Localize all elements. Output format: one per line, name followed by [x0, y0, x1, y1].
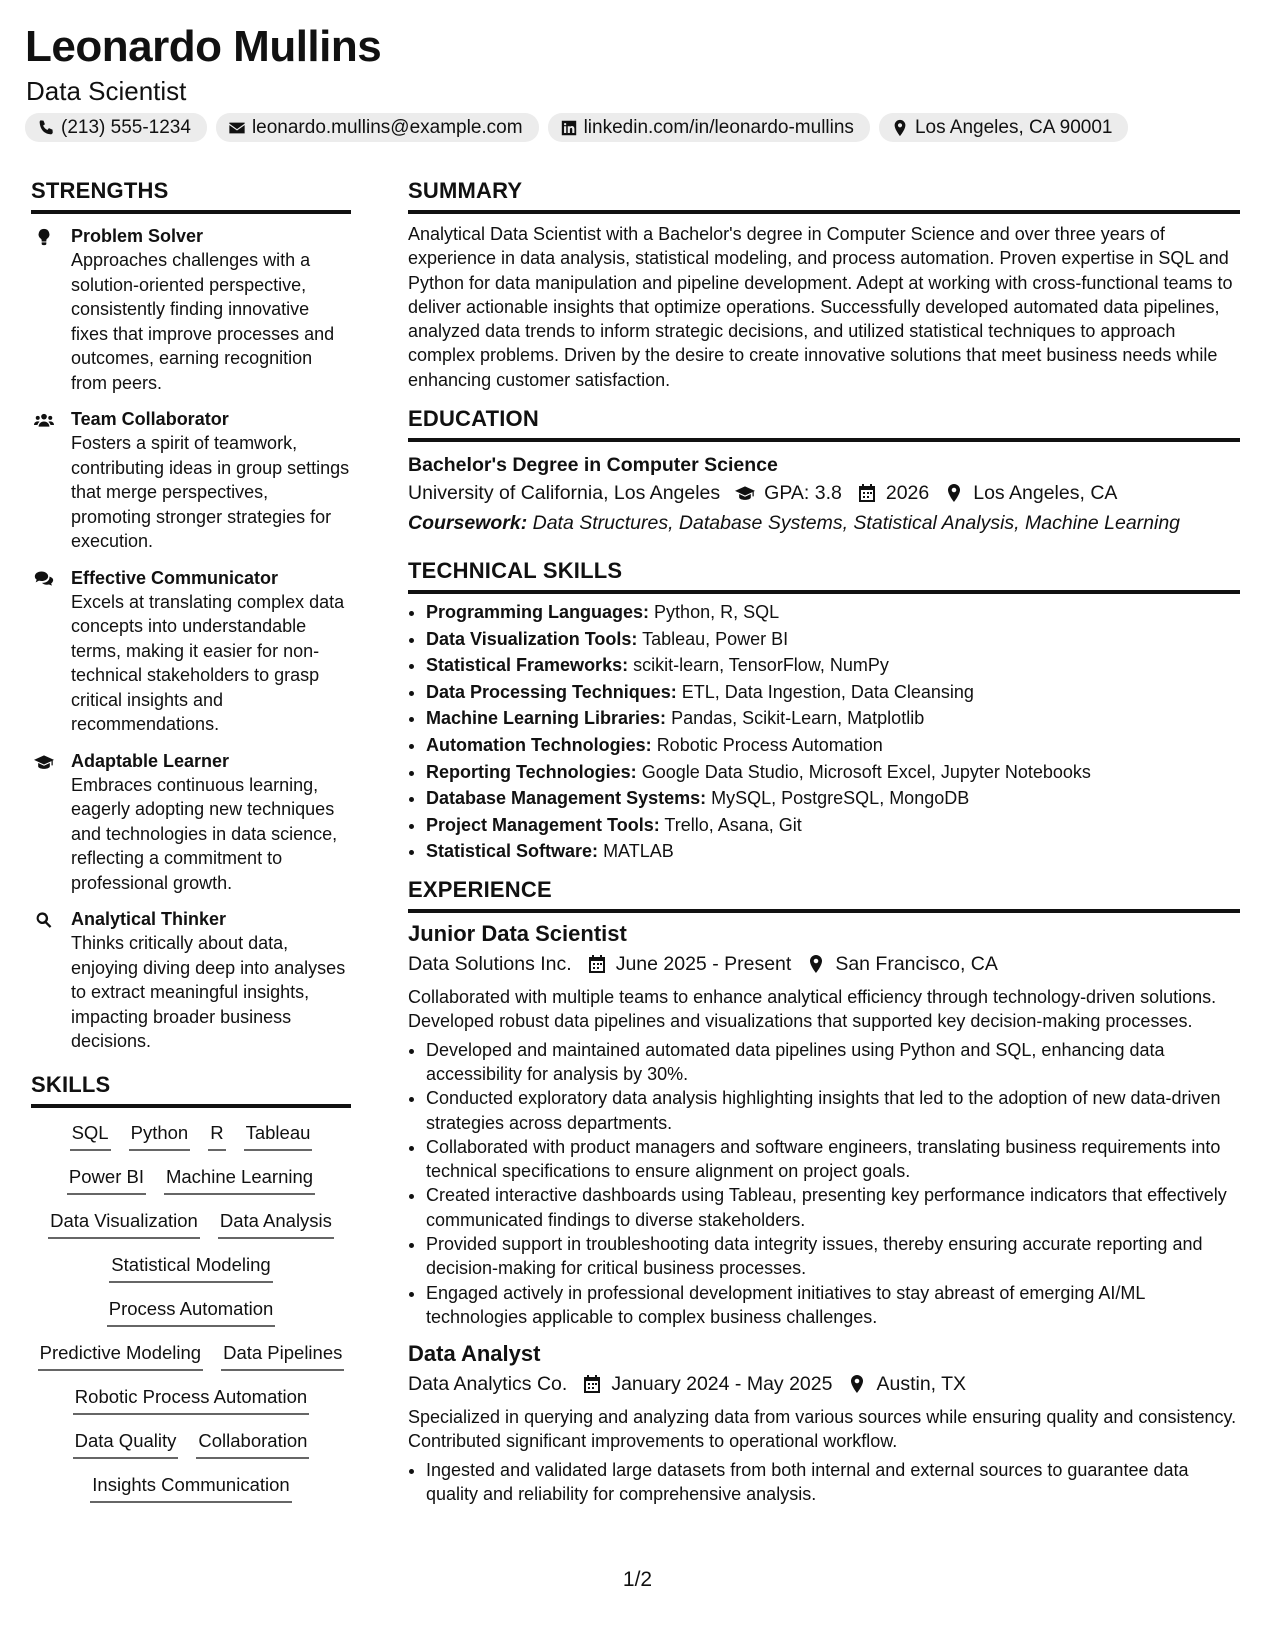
education-gpa: GPA: 3.8 — [764, 482, 842, 505]
tech-skill-value: Tableau, Power BI — [642, 628, 789, 649]
job-bullet: • Provided support in troubleshooting data integrity issues, thereby ensuring accurate reporting and decision-making for critical business processes. — [426, 1232, 1240, 1281]
contact-linkedin[interactable] — [548, 113, 870, 142]
contact-email-text: leonardo.mullins@example.com — [251, 116, 523, 138]
education-coursework — [408, 508, 1240, 538]
contact-email[interactable] — [216, 113, 539, 142]
skill-tag: Machine Learning — [164, 1166, 315, 1195]
users-icon — [33, 411, 55, 429]
skill-row — [67, 1166, 315, 1195]
contact-location-text: Los Angeles, CA 90001 — [914, 116, 1113, 138]
left-column — [31, 178, 351, 1503]
job-bullets — [408, 1038, 1240, 1330]
tech-skill-label: Reporting Technologies: — [426, 761, 637, 782]
job-company: Data Solutions Inc. — [408, 953, 572, 976]
strength-item — [31, 749, 351, 896]
strength-item — [31, 224, 351, 395]
technical-skills-heading: TECHNICAL SKILLS — [408, 558, 1240, 594]
job-bullet: • Created interactive dashboards using Tableau, presenting key performance indicators that effectively communicated findings to diverse stakeholders. — [426, 1183, 1240, 1232]
education-meta — [408, 478, 1240, 508]
strengths-list — [31, 224, 351, 1054]
job-title: Junior Data Scientist — [408, 921, 627, 947]
job-bullet: • Developed and maintained automated data pipelines using Python and SQL, enhancing data accessibility for analysis by 30%. — [426, 1038, 1240, 1087]
tech-skill-value: ETL, Data Ingestion, Data Cleansing — [681, 681, 974, 702]
skill-tag: R — [208, 1122, 225, 1151]
tech-skill-value: MATLAB — [603, 841, 674, 862]
job-bullet: • Conducted exploratory data analysis highlighting insights that led to the adoption of new data-driven strategies across departments. — [426, 1086, 1240, 1135]
education-heading: EDUCATION — [408, 406, 1240, 442]
graduation-cap-icon — [33, 753, 55, 771]
tech-skill-value: Pandas, Scikit-Learn, Matplotlib — [671, 708, 925, 729]
tech-skill-item — [426, 679, 1240, 706]
education-degree: Bachelor's Degree in Computer Science — [408, 454, 778, 477]
strength-item — [31, 407, 351, 554]
tech-skill-item — [426, 652, 1240, 679]
tech-skill-item — [426, 732, 1240, 759]
skill-tag: SQL — [70, 1122, 111, 1151]
calendar-icon — [854, 483, 880, 503]
tech-skill-label: Data Processing Techniques: — [426, 681, 677, 702]
envelope-icon — [228, 119, 246, 137]
summary-text: Analytical Data Scientist with a Bachelor's degree in Computer Science and over three years of experience in data analysis, statistical modeling, and process automation. Proven expertise in SQL and Python for data manipulation and pipeline development. Adept at working with cross-functional teams to deliver actionable insights that optimize operations. Successfully developed automated data pipelines, analyzed data trends to inform strategic decisions, and utilized statistical techniques to approach complex problems. Driven by the desire to create innovative solutions that meet business needs while enhancing customer satisfaction. — [408, 224, 1233, 390]
job-bullets — [408, 1458, 1240, 1507]
skill-tag: Data Quality — [73, 1430, 179, 1459]
strength-item — [31, 907, 351, 1054]
skill-row — [48, 1210, 334, 1239]
tech-skill-label: Automation Technologies: — [426, 735, 652, 756]
job-bullet: • Engaged actively in professional development initiatives to stay abreast of emerging AI/ML technologies applicable to complex business challenges. — [426, 1281, 1240, 1330]
strength-title: Effective Communicator — [71, 567, 279, 588]
skill-tag: Insights Communication — [90, 1474, 291, 1503]
skill-tag: Collaboration — [196, 1430, 309, 1459]
skill-row — [73, 1386, 309, 1415]
skill-tag: Predictive Modeling — [38, 1342, 203, 1371]
tech-skill-value: Google Data Studio, Microsoft Excel, Jupyter Notebooks — [641, 761, 1091, 782]
magnifier-icon — [33, 911, 55, 929]
skill-tag: Statistical Modeling — [109, 1254, 272, 1283]
strength-title: Team Collaborator — [71, 409, 229, 429]
tech-skill-item — [426, 812, 1240, 839]
calendar-icon — [584, 954, 610, 974]
contact-bar — [25, 113, 1128, 142]
candidate-role: Data Scientist — [26, 76, 187, 106]
summary-heading: SUMMARY — [408, 178, 1240, 214]
strength-desc: Embraces continuous learning, eagerly adopting new techniques and technologies in data science, reflecting a commitment to professional growth. — [71, 774, 338, 893]
technical-skills-list — [408, 599, 1240, 865]
chat-bubbles-icon — [33, 570, 55, 588]
tech-skill-item — [426, 599, 1240, 626]
contact-phone[interactable] — [25, 113, 207, 142]
location-pin-icon — [941, 483, 967, 503]
tech-skill-value: Robotic Process Automation — [656, 735, 883, 756]
strength-title: Adaptable Learner — [71, 750, 230, 771]
strength-desc: Thinks critically about data, enjoying diving deep into analyses to extract meaningful insights, impacting broader business decisions. — [71, 933, 346, 1051]
lightbulb-icon — [33, 228, 55, 246]
tech-skill-label: Machine Learning Libraries: — [426, 708, 667, 729]
job-meta — [408, 949, 1240, 979]
job-meta — [408, 1369, 1240, 1399]
tech-skill-label: Statistical Frameworks: — [426, 655, 629, 676]
contact-linkedin-text: linkedin.com/in/leonardo-mullins — [583, 116, 854, 138]
job-bullet: • Ingested and validated large datasets from both internal and external sources to guarantee data quality and reliability for comprehensive analysis. — [426, 1458, 1240, 1507]
tech-skill-item — [426, 626, 1240, 653]
job-bullet: • Collaborated with product managers and software engineers, translating business requirements into technical specifications to ensure alignment on project goals. — [426, 1135, 1240, 1184]
job-location: Austin, TX — [876, 1373, 967, 1396]
skill-tag: Python — [129, 1122, 191, 1151]
calendar-icon — [579, 1374, 605, 1394]
job-description: Collaborated with multiple teams to enhance analytical efficiency through technology-driven solutions. Developed robust data pipelines and visualizations that supported key decision-making processes. — [408, 987, 1217, 1032]
skill-tag: Tableau — [244, 1122, 313, 1151]
strength-item — [31, 566, 351, 737]
education-location: Los Angeles, CA — [973, 482, 1118, 505]
education-school: University of California, Los Angeles — [408, 482, 721, 505]
education-year: 2026 — [885, 482, 930, 505]
job-company: Data Analytics Co. — [408, 1373, 568, 1396]
graduation-cap-icon — [732, 483, 758, 503]
location-pin-icon — [891, 119, 909, 137]
skills-heading: SKILLS — [31, 1072, 351, 1108]
skill-row — [109, 1254, 272, 1283]
skill-tag: Robotic Process Automation — [73, 1386, 309, 1415]
skill-tag: Data Visualization — [48, 1210, 200, 1239]
skill-tag: Process Automation — [107, 1298, 276, 1327]
job-dates: January 2024 - May 2025 — [611, 1373, 833, 1396]
skills-tag-cloud — [31, 1122, 351, 1503]
experience-heading: EXPERIENCE — [408, 877, 1240, 913]
candidate-name: Leonardo Mullins — [25, 22, 382, 71]
strengths-heading: STRENGTHS — [31, 178, 351, 214]
skill-row — [107, 1298, 276, 1327]
strength-desc: Fosters a spirit of teamwork, contributing ideas in group settings that merge perspectives, promoting stronger strategies for execution. — [71, 433, 350, 551]
tech-skill-value: Python, R, SQL — [654, 602, 780, 623]
skill-row — [73, 1430, 310, 1459]
location-pin-icon — [844, 1374, 870, 1394]
coursework-list: Data Structures, Database Systems, Statistical Analysis, Machine Learning — [532, 512, 1181, 535]
strength-title: Problem Solver — [71, 226, 204, 246]
tech-skill-value: Trello, Asana, Git — [664, 814, 802, 835]
tech-skill-label: Data Visualization Tools: — [426, 628, 638, 649]
skill-tag: Data Pipelines — [221, 1342, 344, 1371]
tech-skill-item — [426, 705, 1240, 732]
location-pin-icon — [803, 954, 829, 974]
job-entry — [408, 919, 1240, 1329]
phone-icon — [37, 119, 55, 137]
linkedin-icon — [560, 119, 578, 137]
tech-skill-item — [426, 759, 1240, 786]
strength-title: Analytical Thinker — [71, 909, 227, 929]
tech-skill-value: scikit-learn, TensorFlow, NumPy — [633, 655, 889, 676]
tech-skill-label: Project Management Tools: — [426, 814, 660, 835]
tech-skill-item — [426, 785, 1240, 812]
job-entry — [408, 1339, 1240, 1506]
skill-row — [38, 1342, 345, 1371]
job-location: San Francisco, CA — [835, 953, 998, 976]
strength-desc: Approaches challenges with a solution-oriented perspective, consistently finding innovative fixes that improve processes and outcomes, earning recognition from peers. — [71, 250, 335, 393]
skill-row — [90, 1474, 291, 1503]
skill-row — [70, 1122, 313, 1151]
tech-skill-label: Statistical Software: — [426, 841, 599, 862]
page-number: 1/2 — [622, 1568, 653, 1591]
skill-tag: Power BI — [67, 1166, 146, 1195]
job-title: Data Analyst — [408, 1341, 541, 1367]
right-column — [408, 178, 1240, 1506]
strength-desc: Excels at translating complex data concepts into understandable terms, making it easier for non-technical stakeholders to grasp critical insights and recommendations. — [71, 591, 345, 734]
job-dates: June 2025 - Present — [615, 953, 792, 976]
job-description: Specialized in querying and analyzing data from various sources while ensuring quality and consistency. Contributed significant improvements to operational workflow. — [408, 1407, 1237, 1452]
tech-skill-item — [426, 838, 1240, 865]
tech-skill-label: Database Management Systems: — [426, 788, 707, 809]
contact-location[interactable] — [879, 113, 1129, 142]
skill-tag: Data Analysis — [218, 1210, 334, 1239]
tech-skill-value: MySQL, PostgreSQL, MongoDB — [711, 788, 970, 809]
coursework-label: Coursework: — [408, 512, 528, 535]
tech-skill-label: Programming Languages: — [426, 602, 650, 623]
contact-phone-text: (213) 555-1234 — [61, 116, 191, 138]
